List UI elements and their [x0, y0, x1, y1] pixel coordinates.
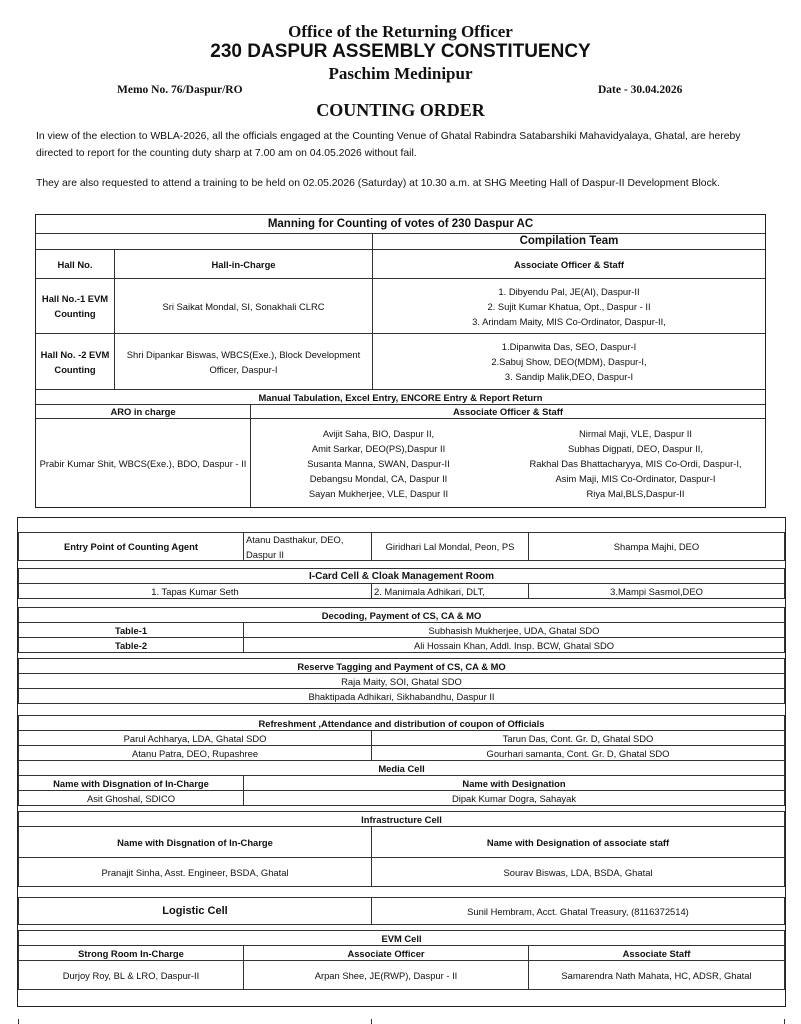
hall-2-associates: 1.Dipanwita Das, SEO, Daspur-I 2.Sabuj Show, DEO(MDM), Daspur-I, 3. Sandip Malik,DEO, Daspur-I [491, 341, 647, 382]
aro-staff-left: Avijit Saha, BIO, Daspur II, Amit Sarkar, DEO(PS),Daspur II Susanta Manna, SWAN, Daspur-II Debangsu Mondal, CA, Daspur II Sayan Mukherjee, VLE, Daspur II [307, 427, 450, 499]
training-paragraph: They are also requested to attend a training to be held on 02.05.2026 (Saturday) at 10.30 a.m. at SHG Meeting Hall of Daspur-II Development Block. [36, 178, 720, 189]
reserve-person-1: Raja Maity, SOI, Ghatal SDO [18, 673, 785, 689]
entry-point-label: Entry Point of Counting Agent [18, 532, 244, 561]
logistic-cell-name: Sunil Hembram, Acct. Ghatal Treasury, (8116372514) [371, 897, 785, 925]
entry-point-person-2: Giridhari Lal Mondal, Peon, PS [371, 532, 529, 561]
table-2-name: Ali Hossain Khan, Addl. Insp. BCW, Ghatal SDO [243, 637, 785, 653]
entry-point-person-3: Shampa Majhi, DEO [528, 532, 785, 561]
hall-1-associates: 1. Dibyendu Pal, JE(AI), Daspur-II 2. Sujit Kumar Khatua, Opt., Daspur - II 3. Arindam Maity, MIS Co-Ordinator, Daspur-II, [472, 285, 666, 327]
refreshment-right-1: Tarun Das, Cont. Gr. D, Ghatal SDO [371, 730, 785, 746]
media-associate: Dipak Kumar Dogra, Sahayak [243, 790, 785, 806]
table-2-label: Table-2 [18, 637, 244, 653]
logistic-cell-label: Logistic Cell [18, 897, 372, 925]
document-title: COUNTING ORDER [316, 100, 485, 120]
page-cut-divider [18, 1019, 19, 1024]
evm-cell-heading: EVM Cell [18, 930, 785, 946]
entry-point-person-1: Atanu Dasthakur, DEO, Daspur II [243, 532, 372, 561]
aro-heading: ARO in charge [110, 405, 176, 417]
col-hall-no: Hall No. [57, 258, 93, 270]
media-head-left: Name with Disgnation of In-Charge [18, 775, 244, 791]
table-1-label: Table-1 [18, 622, 244, 638]
col-hall-in-charge: Hall-in-Charge [211, 258, 276, 270]
office-heading: Office of the Returning Officer [288, 22, 513, 41]
manning-title: Manning for Counting of votes of 230 Daspur AC [267, 217, 534, 230]
evm-head-associate-staff: Associate Staff [528, 945, 785, 961]
media-in-charge: Asit Ghoshal, SDICO [18, 790, 244, 806]
constituency-heading: 230 DASPUR ASSEMBLY CONSTITUENCY [210, 41, 591, 62]
evm-strong-room-in-charge: Durjoy Roy, BL & LRO, Daspur-II [18, 960, 244, 990]
icard-person-3: 3.Mampi Sasmol,DEO [528, 583, 785, 599]
evm-associate-officer: Arpan Shee, JE(RWP), Daspur - II [243, 960, 529, 990]
refreshment-left-1: Parul Achharya, LDA, Ghatal SDO [18, 730, 372, 746]
evm-head-associate-officer: Associate Officer [243, 945, 529, 961]
infra-head-left: Name with Disgnation of In-Charge [18, 826, 372, 858]
reserve-tagging-heading: Reserve Tagging and Payment of CS, CA & MO [18, 658, 785, 674]
media-head-right: Name with Designation [243, 775, 785, 791]
aro-staff-right: Nirmal Maji, VLE, Daspur II Subhas Digpati, DEO, Daspur II, Rakhal Das Bhattacharyya, MIS Co-Ordi, Daspur-I, Asim Maji, MIS Co-Ordinator, Daspur-I Riya Mal,BLS,Daspur-II [529, 427, 742, 499]
col-associate-staff: Associate Officer & Staff [514, 258, 624, 270]
manual-tabulation-heading: Manual Tabulation, Excel Entry, ENCORE Entry & Report Return [258, 391, 543, 403]
compilation-team-heading: Compilation Team [519, 234, 619, 247]
district-heading: Paschim Medinipur [328, 64, 473, 83]
decoding-heading: Decoding, Payment of CS, CA & MO [18, 607, 785, 623]
icard-cell-heading: I-Card Cell & Cloak Management Room [18, 568, 785, 584]
infrastructure-heading: Infrastructure Cell [18, 811, 785, 827]
hall-1-in-charge: Sri Saikat Mondal, SI, Sonakhali CLRC [162, 300, 325, 312]
intro-paragraph: In view of the election to WBLA-2026, all the officials engaged at the Counting Venue of Ghatal Rabindra Satabarshiki Mahavidyalaya, Ghatal, are hereby directed to report for the counting duty sharp at 7.00 am on 04.05.2026 without fail. [36, 131, 741, 159]
reserve-person-2: Bhaktipada Adhikari, Sikhabandhu, Daspur II [18, 688, 785, 704]
aro-in-charge-name: Prabir Kumar Shit, WBCS(Exe.), BDO, Daspur - II [39, 457, 247, 469]
infra-in-charge: Pranajit Sinha, Asst. Engineer, BSDA, Ghatal [18, 857, 372, 887]
hall-2-label: Hall No. -2 EVM Counting [40, 348, 110, 375]
media-cell-heading: Media Cell [18, 760, 785, 776]
evm-associate-staff: Samarendra Nath Mahata, HC, ADSR, Ghatal [528, 960, 785, 990]
infra-head-right: Name with Designation of associate staff [371, 826, 785, 858]
icard-person-1: 1. Tapas Kumar Seth [18, 583, 372, 599]
memo-number: Memo No. 76/Daspur/RO [117, 84, 243, 96]
refreshment-left-2: Atanu Patra, DEO, Rupashree [18, 745, 372, 761]
hall-1-label: Hall No.-1 EVM Counting [41, 293, 109, 319]
table-1-name: Subhasish Mukherjee, UDA, Ghatal SDO [243, 622, 785, 638]
refreshment-right-2: Gourhari samanta, Cont. Gr. D, Ghatal SDO [371, 745, 785, 761]
evm-head-strong-room: Strong Room In-Charge [18, 945, 244, 961]
memo-date: Date - 30.04.2026 [598, 84, 683, 96]
infra-associate: Sourav Biswas, LDA, BSDA, Ghatal [371, 857, 785, 887]
hall-2-in-charge: Shri Dipankar Biswas, WBCS(Exe.), Block Development Officer, Daspur-I [126, 348, 361, 375]
aro-associates-heading: Associate Officer & Staff [453, 405, 563, 417]
refreshment-heading: Refreshment ,Attendance and distribution of coupon of Officials [18, 715, 785, 731]
icard-person-2: 2. Manimala Adhikari, DLT, [371, 583, 529, 599]
